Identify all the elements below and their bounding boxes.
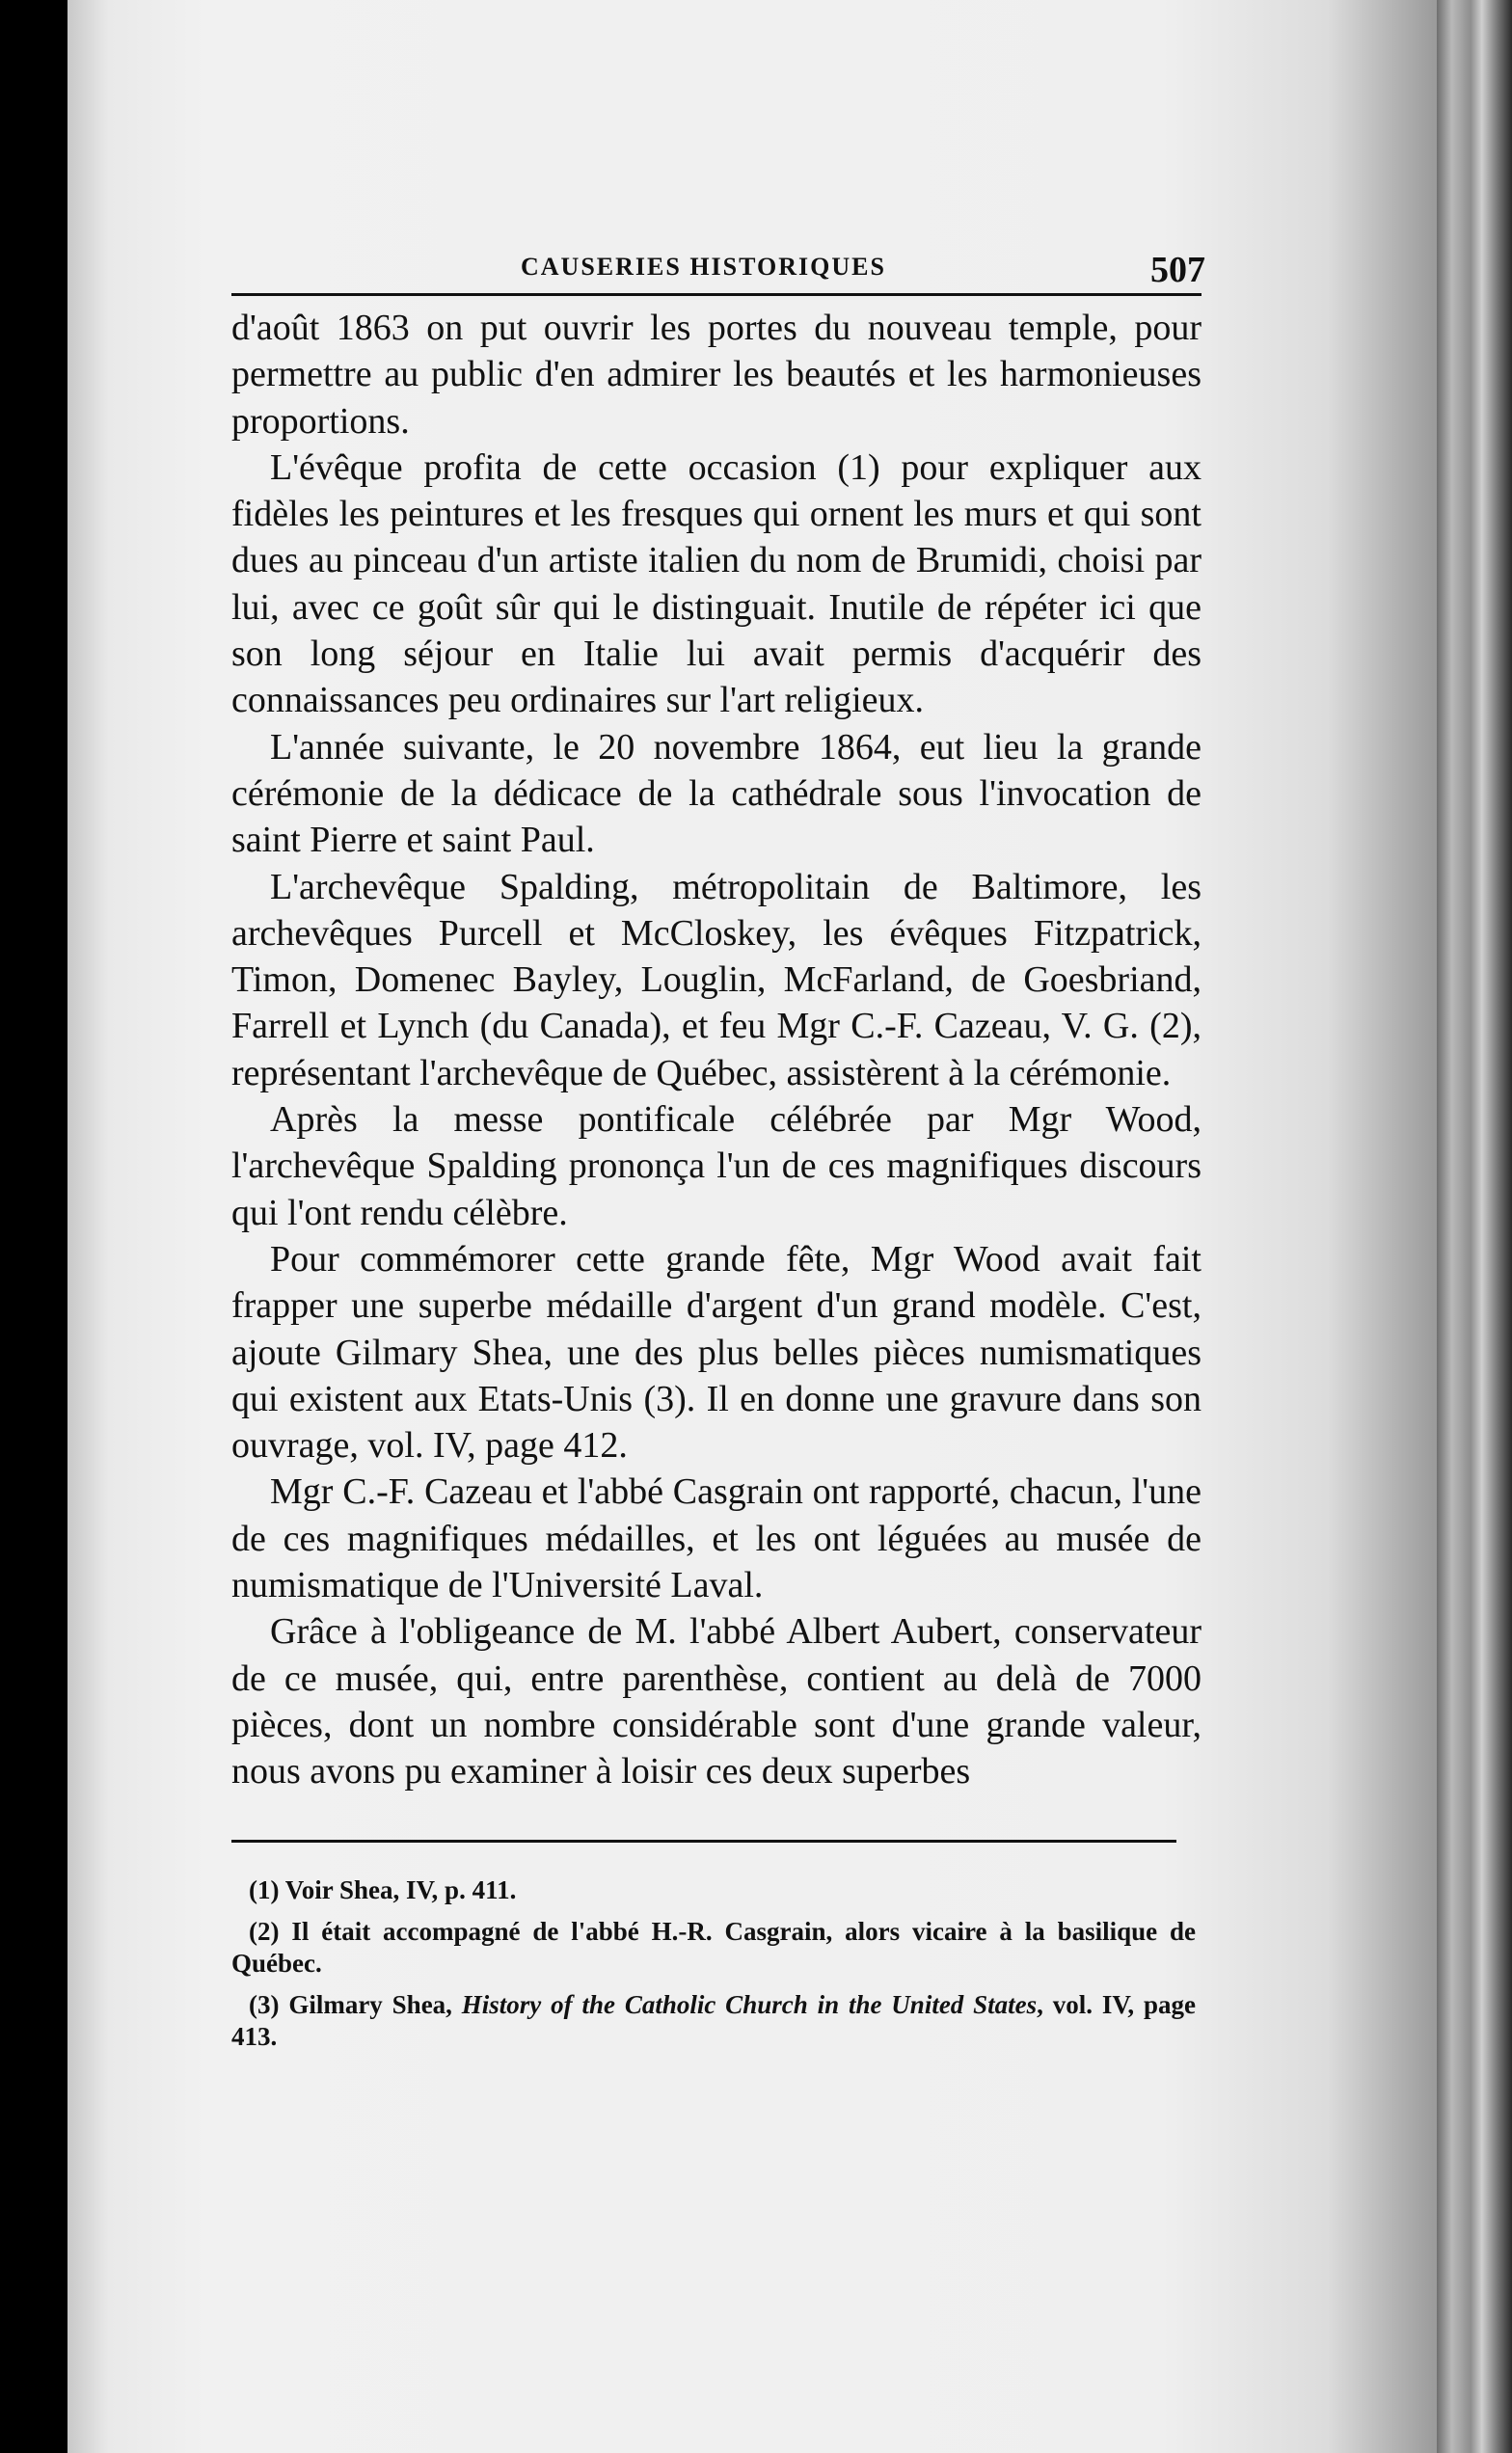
paragraph: Pour commémorer cette grande fête, Mgr Wood avait fait frapper une superbe médaille d'argent d'un grand modèle. C'est, ajoute Gilmary Shea, une des plus belles pièces numismatiques qui existent aux Etats-Unis (3). Il en donne une gravure dans son ouvrage, vol. IV, page 412. <box>231 1238 1202 1467</box>
footnote-3-title: History of the Catholic Church in the United States <box>461 1990 1038 2019</box>
paragraph: L'évêque profita de cette occasion (1) pour expliquer aux fidèles les peintures et les fresques qui ornent les murs et qui sont dues au pinceau d'un artiste italien du nom de Brumidi, choisi par lui, avec ce goût sûr qui le distinguait. Inutile de répéter ici que son long séjour en Italie lui avait permis d'acquérir des connaissances peu ordinaires sur l'art religieux. <box>231 446 1202 721</box>
footnotes <box>231 1874 1196 2062</box>
page-number: 507 <box>1150 250 1205 290</box>
header-rule <box>231 293 1202 296</box>
paragraph: Mgr C.-F. Cazeau et l'abbé Casgrain ont rapporté, chacun, l'une de ces magnifiques médailles, et les ont léguées au musée de numismatique de l'Université Laval. <box>231 1471 1202 1606</box>
paragraph: Grâce à l'obligeance de M. l'abbé Albert Aubert, conservateur de ce musée, qui, entre parenthèse, contient au delà de 7000 pièces, dont un nombre considérable sont d'une grande valeur, nous avons pu examiner à loisir ces deux superbes <box>231 1611 1202 1793</box>
footnote-3-prefix: (3) Gilmary Shea, <box>249 1990 462 2019</box>
paragraph: d'août 1863 on put ouvrir les portes du nouveau temple, pour permettre au public d'en admirer les beautés et les harmonieuses proportions. <box>231 308 1202 442</box>
running-title: CAUSERIES HISTORIQUES <box>521 253 886 281</box>
paragraph: Après la messe pontificale célébrée par Mgr Wood, l'archevêque Spalding prononça l'un de ces magnifiques discours qui l'ont rendu célèbre. <box>231 1099 1202 1233</box>
paragraph: L'archevêque Spalding, métropolitain de Baltimore, les archevêques Purcell et McCloskey, les évêques Fitzpatrick, Timon, Domenec Bayley, Louglin, McFarland, de Goesbriand, Farrell et Lynch (du Canada), et feu Mgr C.-F. Cazeau, V. G. (2), représentant l'archevêque de Québec, assistèrent à la cérémonie. <box>231 866 1202 1093</box>
footnote-rule <box>231 1840 1176 1843</box>
page-header <box>231 249 1205 297</box>
paragraph: L'année suivante, le 20 novembre 1864, eut lieu la grande cérémonie de la dédicace de la cathédrale sous l'invocation de saint Pierre et saint Paul. <box>231 726 1202 861</box>
body-text <box>231 305 1202 1795</box>
footnote-3-suffix: , vol. IV, page 413. <box>231 1990 1196 2051</box>
footnote-3 <box>231 1989 1196 2053</box>
footnote-1: (1) Voir Shea, IV, p. 411. <box>249 1875 517 1904</box>
page-edge <box>1437 0 1512 2453</box>
footnote-2: (2) Il était accompagné de l'abbé H.-R. Casgrain, alors vicaire à la basilique de Québec. <box>231 1917 1196 1978</box>
book-page <box>68 0 1437 2453</box>
